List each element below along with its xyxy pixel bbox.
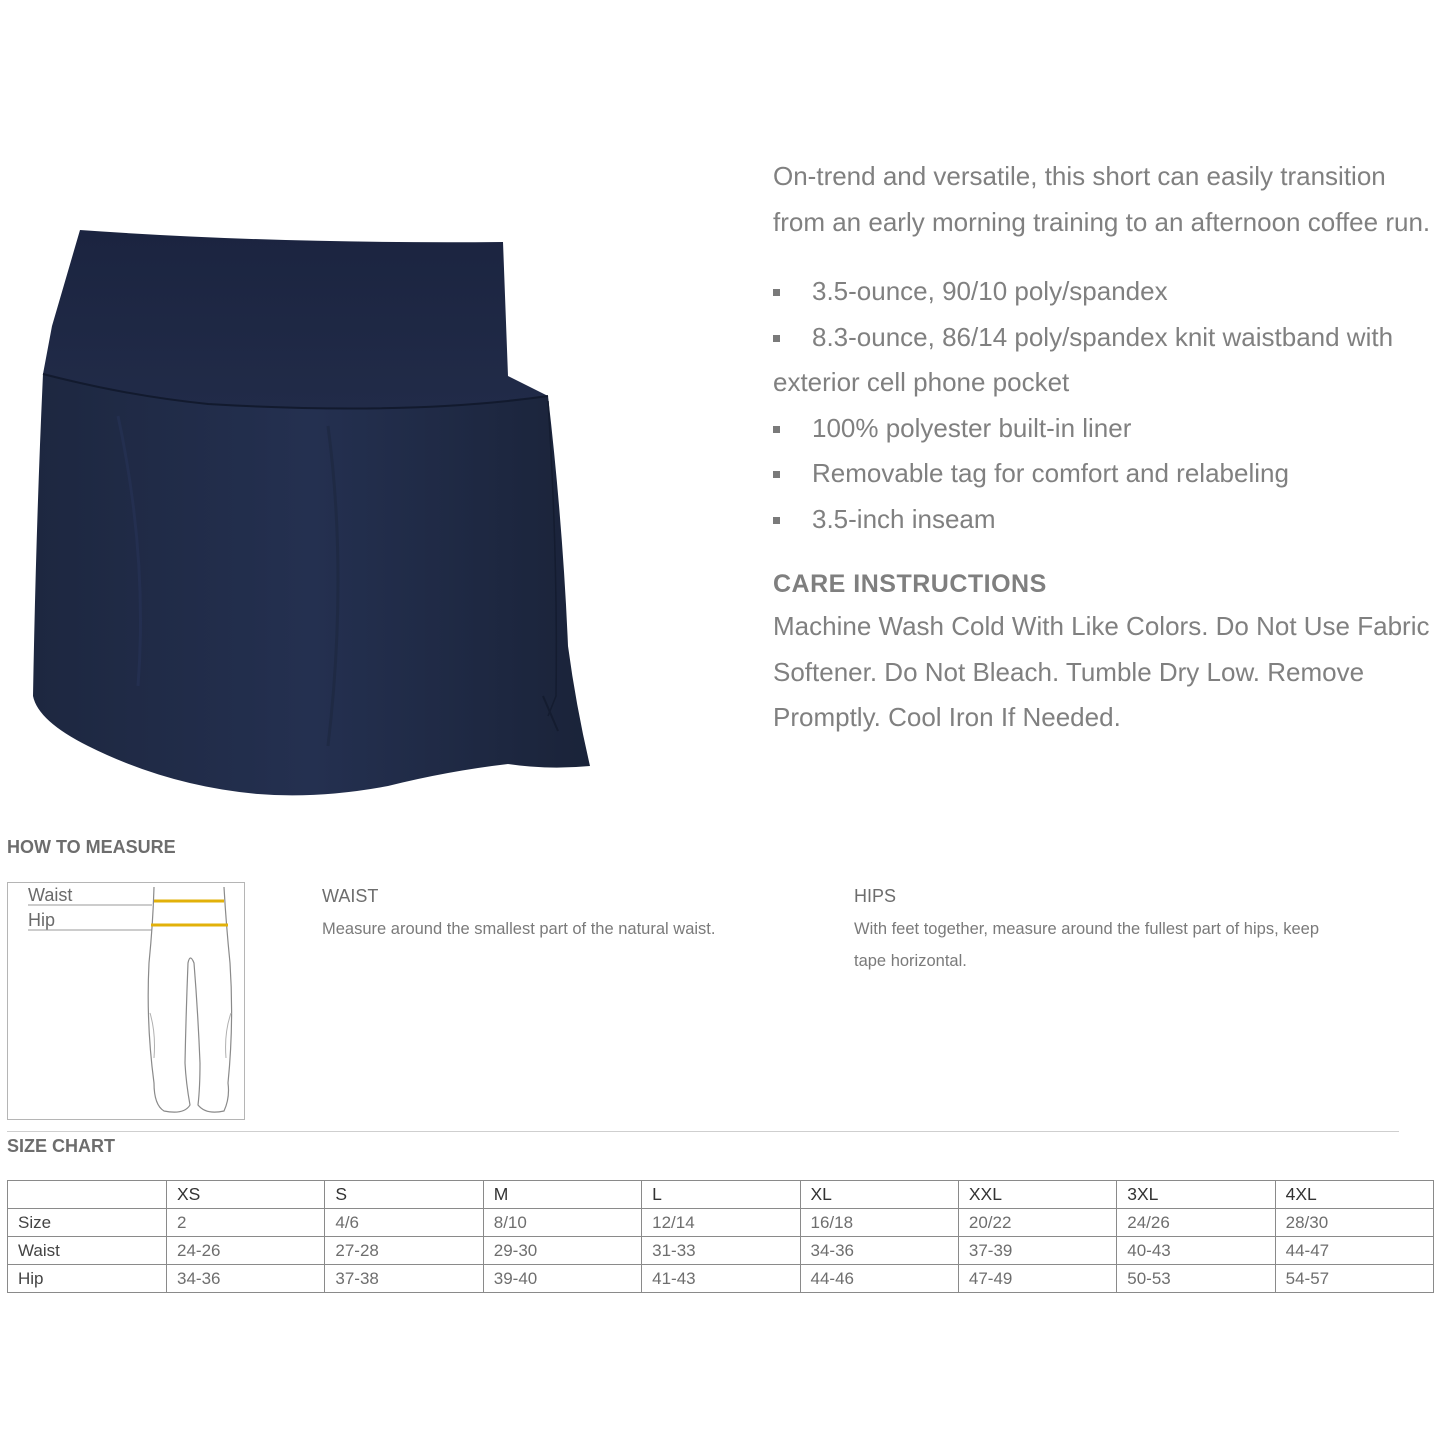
table-cell: 37-38 — [325, 1265, 483, 1293]
table-cell: 37-39 — [958, 1237, 1116, 1265]
bullet-icon — [773, 426, 780, 433]
table-cell: 24/26 — [1117, 1209, 1275, 1237]
waist-description: Measure around the smallest part of the natural waist. — [322, 920, 716, 938]
table-cell: 16/18 — [800, 1209, 958, 1237]
table-cell: 40-43 — [1117, 1237, 1275, 1265]
table-cell: 8/10 — [483, 1209, 641, 1237]
diagram-hip-label: Hip — [28, 910, 56, 930]
product-image-shorts — [28, 226, 598, 801]
table-cell: 34-36 — [167, 1265, 325, 1293]
column-header: S — [325, 1181, 483, 1209]
feature-item: Removable tag for comfort and relabeling — [773, 451, 1433, 497]
table-row — [8, 1265, 1434, 1293]
body-outline-icon — [8, 883, 244, 1119]
bullet-icon — [773, 335, 780, 342]
table-cell: 12/14 — [642, 1209, 800, 1237]
row-label: Hip — [8, 1265, 167, 1293]
size-chart-table — [7, 1180, 1434, 1293]
product-description: On-trend and versatile, this short can easily transition from an early morning training to an afternoon coffee run. — [773, 161, 1431, 237]
size-chart-heading: SIZE CHART — [7, 1136, 115, 1156]
column-header: XL — [800, 1181, 958, 1209]
measure-diagram — [7, 882, 245, 1120]
column-header: XS — [167, 1181, 325, 1209]
table-cell: 54-57 — [1275, 1265, 1433, 1293]
table-cell: 28/30 — [1275, 1209, 1433, 1237]
feature-item: 3.5-ounce, 90/10 poly/spandex — [773, 269, 1433, 315]
column-header: M — [483, 1181, 641, 1209]
table-cell: 20/22 — [958, 1209, 1116, 1237]
bullet-icon — [773, 289, 780, 296]
bullet-icon — [773, 517, 780, 524]
column-header: XXL — [958, 1181, 1116, 1209]
table-cell: 29-30 — [483, 1237, 641, 1265]
hips-measure-instructions — [854, 886, 1324, 977]
size-table-header-row — [8, 1181, 1434, 1209]
hips-description: With feet together, measure around the fullest part of hips, keep tape horizontal. — [854, 920, 1320, 970]
table-cell: 31-33 — [642, 1237, 800, 1265]
feature-item: 8.3-ounce, 86/14 poly/spandex knit waistband with exterior cell phone pocket — [773, 321, 1394, 397]
table-cell: 50-53 — [1117, 1265, 1275, 1293]
column-header: 3XL — [1117, 1181, 1275, 1209]
column-header: L — [642, 1181, 800, 1209]
waist-title: WAIST — [322, 886, 379, 906]
bullet-icon — [773, 471, 780, 478]
column-header: 4XL — [1275, 1181, 1433, 1209]
feature-list — [773, 269, 1433, 542]
table-cell: 2 — [167, 1209, 325, 1237]
row-label: Waist — [8, 1237, 167, 1265]
care-instructions-text: Machine Wash Cold With Like Colors. Do Not Use Fabric Softener. Do Not Bleach. Tumble Dry Low. Remove Promptly. Cool Iron If Needed. — [773, 611, 1430, 732]
diagram-waist-label: Waist — [28, 885, 73, 905]
table-cell: 34-36 — [800, 1237, 958, 1265]
table-cell: 44-47 — [1275, 1237, 1433, 1265]
section-divider — [7, 1131, 1399, 1132]
table-cell: 24-26 — [167, 1237, 325, 1265]
how-to-measure-heading: HOW TO MEASURE — [7, 837, 176, 857]
table-cell: 27-28 — [325, 1237, 483, 1265]
table-cell: 41-43 — [642, 1265, 800, 1293]
hips-title: HIPS — [854, 886, 897, 906]
table-cell: 39-40 — [483, 1265, 641, 1293]
table-row — [8, 1237, 1434, 1265]
feature-item: 100% polyester built-in liner — [773, 406, 1433, 452]
care-instructions-heading: CARE INSTRUCTIONS — [773, 570, 1047, 598]
table-row — [8, 1209, 1434, 1237]
row-label: Size — [8, 1209, 167, 1237]
product-description-panel — [773, 154, 1433, 741]
table-corner-cell — [8, 1181, 167, 1209]
feature-item: 3.5-inch inseam — [773, 497, 1433, 543]
table-cell: 44-46 — [800, 1265, 958, 1293]
table-cell: 4/6 — [325, 1209, 483, 1237]
table-cell: 47-49 — [958, 1265, 1116, 1293]
waist-measure-instructions — [322, 886, 802, 945]
